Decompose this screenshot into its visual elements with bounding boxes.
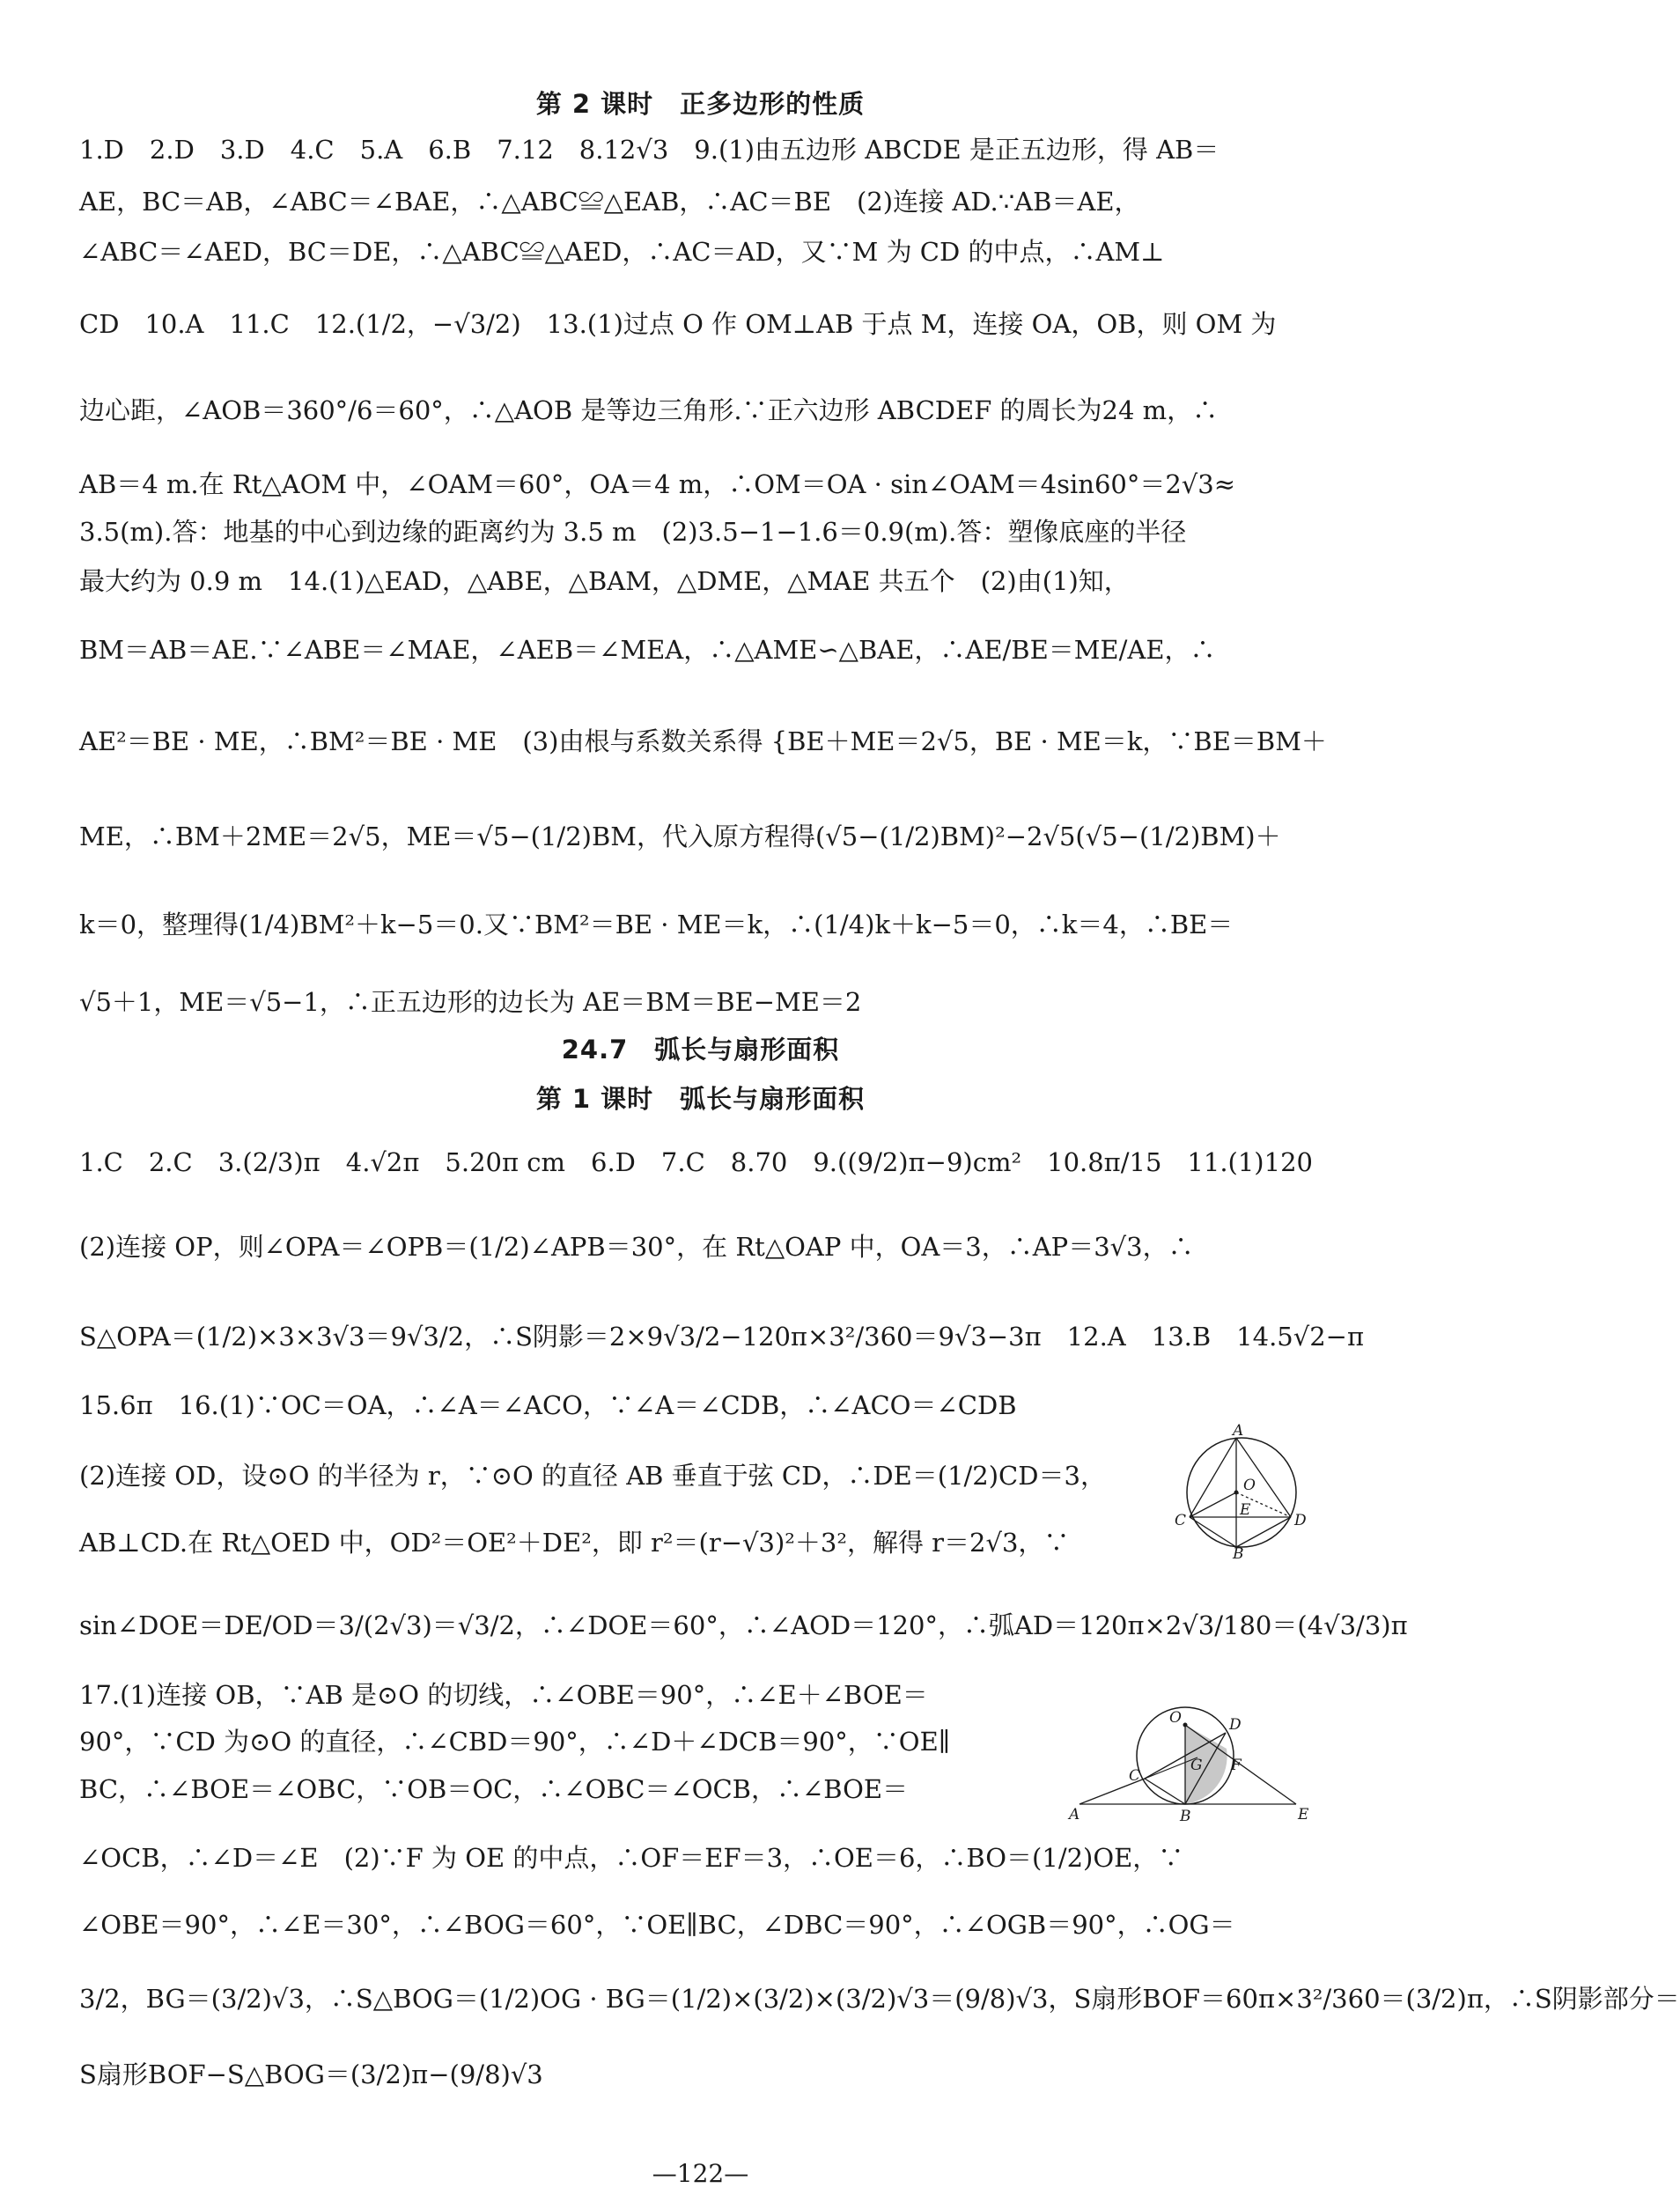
text-line: BM＝AB＝AE.∵∠ABE＝∠MAE，∠AEB＝∠MEA，∴△AME∽△BAE，∴AE/BE＝ME/AE，∴ bbox=[79, 635, 1216, 665]
text-line: 边心距，∠AOB＝360°/6＝60°，∴△AOB 是等边三角形.∵正六边形 ABCDEF 的周长为24 m，∴ bbox=[79, 395, 1219, 425]
label-f: F bbox=[1231, 1757, 1242, 1774]
heading-lesson-1: 第 1 课时 弧长与扇形面积 bbox=[535, 1084, 866, 1114]
text-line: AB＝4 m.在 Rt△AOM 中，∠OAM＝60°，OA＝4 m，∴OM＝OA · sin∠OAM＝4sin60°＝2√3≈ bbox=[79, 469, 1236, 499]
text-line: BC，∴∠BOE＝∠OBC，∵OB＝OC，∴∠OBC＝∠OCB，∴∠BOE＝ bbox=[79, 1774, 909, 1804]
text-line: 15.6π 16.(1)∵OC＝OA，∴∠A＝∠ACO，∵∠A＝∠CDB，∴∠ACO＝∠CDB bbox=[79, 1390, 1017, 1420]
label-b: B bbox=[1233, 1545, 1244, 1563]
text-line: S扇形BOF−S△BOG＝(3/2)π−(9/8)√3 bbox=[79, 2059, 543, 2089]
page-number: —122— bbox=[652, 2159, 749, 2188]
label-c: C bbox=[1175, 1512, 1187, 1529]
text-line: sin∠DOE＝DE/OD＝3/(2√3)＝√3/2，∴∠DOE＝60°，∴∠AOD＝120°，∴弧AD＝120π×2√3/180＝(4√3/3)π bbox=[79, 1610, 1408, 1640]
text-line: AE，BC＝AB，∠ABC＝∠BAE，∴△ABC≌△EAB，∴AC＝BE (2)连接 AD.∵AB＝AE， bbox=[79, 187, 1140, 217]
label-a: A bbox=[1069, 1806, 1080, 1824]
text-line: 最大约为 0.9 m 14.(1)△EAD，△ABE，△BAM，△DME，△MAE 共五个 (2)由(1)知， bbox=[79, 566, 1130, 596]
text-line: S△OPA＝(1/2)×3×3√3＝9√3/2，∴S阴影＝2×9√3/2−120π×3²/360＝9√3−3π 12.A 13.B 14.5√2−π bbox=[79, 1322, 1365, 1352]
text-line: AB⊥CD.在 Rt△OED 中，OD²＝OE²＋DE²，即 r²＝(r−√3)²＋3²，解得 r＝2√3，∵ bbox=[79, 1528, 1070, 1558]
text-line: 1.C 2.C 3.(2/3)π 4.√2π 5.20π cm 6.D 7.C 8.70 9.((9/2)π−9)cm² 10.8π/15 11.(1)120 bbox=[79, 1147, 1313, 1177]
label-o: O bbox=[1243, 1477, 1256, 1494]
label-b: B bbox=[1180, 1808, 1191, 1825]
text-line: (2)连接 OD，设⊙O 的半径为 r，∵⊙O 的直径 AB 垂直于弦 CD，∴DE＝(1/2)CD＝3， bbox=[79, 1461, 1106, 1491]
text-line: k＝0，整理得(1/4)BM²＋k−5＝0.又∵BM²＝BE · ME＝k，∴(1/4)k＋k−5＝0，∴k＝4，∴BE＝ bbox=[79, 910, 1234, 939]
label-d: D bbox=[1294, 1512, 1307, 1529]
text-line: ∠OBE＝90°，∴∠E＝30°，∴∠BOG＝60°，∵OE∥BC，∠DBC＝90°，∴∠OGB＝90°，∴OG＝ bbox=[79, 1910, 1235, 1940]
label-e: E bbox=[1240, 1501, 1251, 1519]
label-g: G bbox=[1190, 1757, 1203, 1774]
label-o: O bbox=[1169, 1709, 1182, 1727]
text-line: 1.D 2.D 3.D 4.C 5.A 6.B 7.12 8.12√3 9.(1)由五边形 ABCDE 是正五边形，得 AB＝ bbox=[79, 135, 1219, 165]
heading-section: 24.7 弧长与扇形面积 bbox=[561, 1035, 840, 1065]
text-line: AE²＝BE · ME，∴BM²＝BE · ME (3)由根与系数关系得 {BE＋ME＝2√5，BE · ME＝k，∵BE＝BM＋ bbox=[79, 726, 1327, 756]
label-d: D bbox=[1229, 1716, 1242, 1734]
heading-lesson-2: 第 2 课时 正多边形的性质 bbox=[535, 89, 866, 119]
text-line: ∠OCB，∴∠D＝∠E (2)∵F 为 OE 的中点，∴OF＝EF＝3，∴OE＝6，∴BO＝(1/2)OE，∵ bbox=[79, 1843, 1184, 1873]
text-line: (2)连接 OP，则∠OPA＝∠OPB＝(1/2)∠APB＝30°，在 Rt△OAP 中，OA＝3，∴AP＝3√3，∴ bbox=[79, 1232, 1194, 1262]
text-line: CD 10.A 11.C 12.(1/2，−√3/2) 13.(1)过点 O 作 OM⊥AB 于点 M，连接 OA，OB，则 OM 为 bbox=[79, 309, 1277, 339]
text-line: 3/2，BG＝(3/2)√3，∴S△BOG＝(1/2)OG · BG＝(1/2)×(3/2)×(3/2)√3＝(9/8)√3，S扇形BOF＝60π×3²/360＝(3/2)π，∴S阴影部分＝ bbox=[79, 1984, 1680, 2014]
text-line: ME，∴BM＋2ME＝2√5，ME＝√5−(1/2)BM，代入原方程得(√5−(1/2)BM)²−2√5(√5−(1/2)BM)＋ bbox=[79, 822, 1281, 851]
label-c: C bbox=[1129, 1767, 1141, 1785]
text-line: 17.(1)连接 OB，∵AB 是⊙O 的切线，∴∠OBE＝90°，∴∠E＋∠BOE＝ bbox=[79, 1680, 928, 1710]
label-e: E bbox=[1298, 1806, 1309, 1824]
label-a: A bbox=[1233, 1422, 1244, 1440]
text-line: ∠ABC＝∠AED，BC＝DE，∴△ABC≌△AED，∴AC＝AD，又∵M 为 CD 的中点，∴AM⊥ bbox=[79, 237, 1165, 267]
text-line: 90°，∵CD 为⊙O 的直径，∴∠CBD＝90°，∴∠D＋∠DCB＝90°，∵OE∥ bbox=[79, 1727, 951, 1757]
text-line: 3.5(m).答：地基的中心到边缘的距离约为 3.5 m (2)3.5−1−1.6＝0.9(m).答：塑像底座的半径 bbox=[79, 517, 1187, 547]
circle-figure-17 bbox=[1065, 1673, 1321, 1823]
circle-figure-16 bbox=[1162, 1422, 1321, 1563]
text-line: √5＋1，ME＝√5−1，∴正五边形的边长为 AE＝BM＝BE−ME＝2 bbox=[79, 987, 862, 1017]
